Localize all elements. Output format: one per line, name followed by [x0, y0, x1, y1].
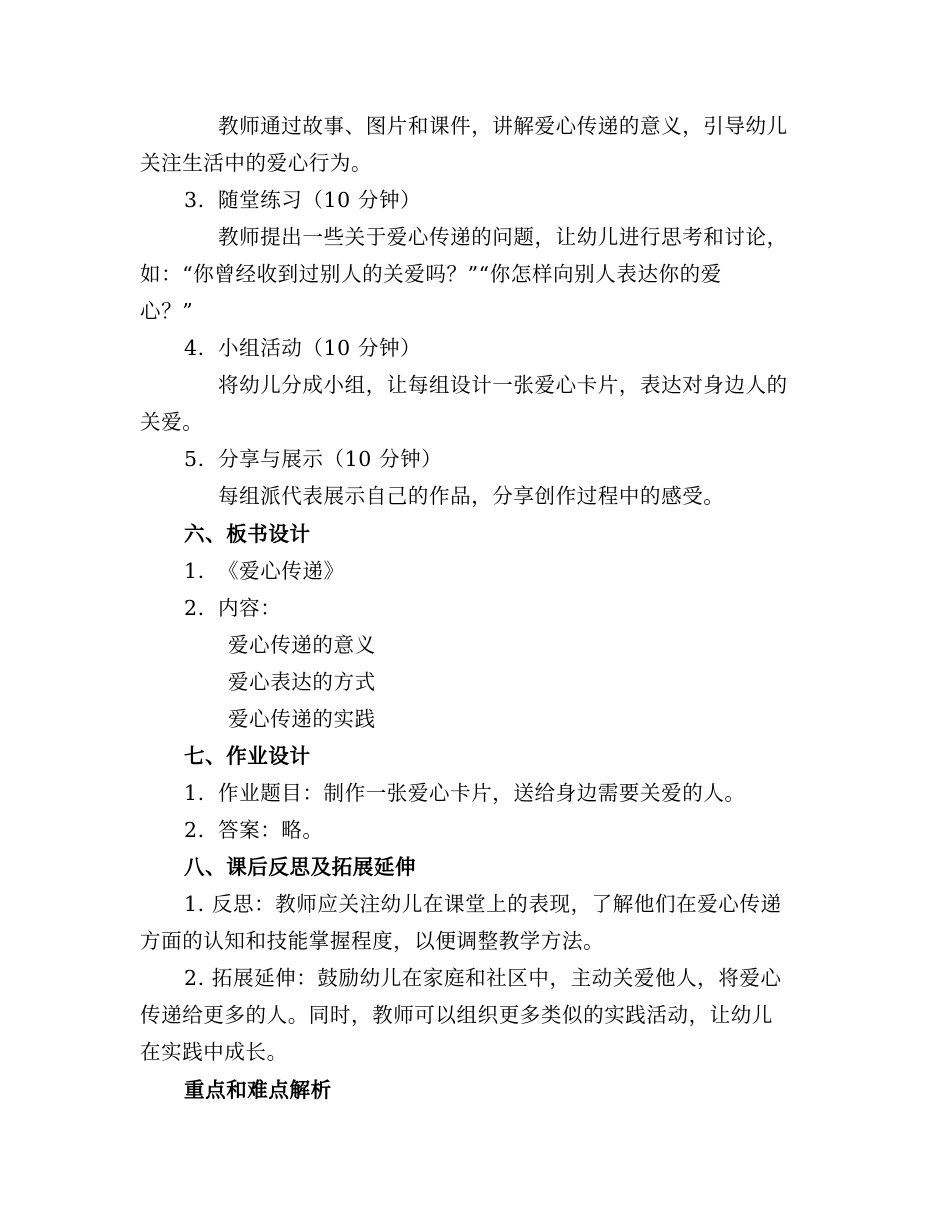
section-heading-6: 六、板书设计 [184, 522, 311, 546]
paragraph-line: 关注生活中的爱心行为。 [140, 151, 373, 175]
list-item-title: 分享与展示（10 分钟） [218, 447, 443, 471]
list-number: 2. [184, 818, 205, 842]
list-item-3 [184, 182, 810, 219]
list-number: 2. [184, 596, 205, 620]
paragraph-line: 如：“你曾经收到过别人的关爱吗？”“你怎样向别人表达你的爱 [140, 262, 722, 286]
list-item-title: 随堂练习（10 分钟） [218, 188, 422, 212]
paragraph-line: 在实践中成长。 [140, 1040, 288, 1064]
list-item-text: 内容： [218, 596, 282, 620]
paragraph-line: 将幼儿分成小组，让每组设计一张爱心卡片，表达对身边人的 [218, 373, 788, 397]
sub-item: 爱心表达的方式 [228, 670, 376, 694]
list-item-text: 《爱心传递》 [218, 559, 345, 583]
final-heading: 重点和难点解析 [184, 1078, 332, 1102]
paragraph-line: 关爱。 [140, 410, 204, 434]
list-number: 5. [184, 447, 205, 471]
paragraph-line: 教师提出一些关于爱心传递的问题，让幼儿进行思考和讨论， [218, 225, 788, 249]
section-heading-8: 八、课后反思及拓展延伸 [184, 855, 417, 879]
paragraph-line: 每组派代表展示自己的作品，分享创作过程中的感受。 [218, 484, 725, 508]
paragraph-line: 传递给更多的人。同时，教师可以组织更多类似的实践活动，让幼儿 [140, 1003, 773, 1027]
list-number: 1. [184, 559, 205, 583]
list-item [184, 812, 810, 849]
list-number: 4. [184, 336, 205, 360]
list-item [184, 590, 810, 627]
list-item-text: 作业题目：制作一张爱心卡片，送给身边需要关爱的人。 [218, 781, 746, 805]
paragraph-line: 方面的认知和技能掌握程度，以便调整教学方法。 [140, 929, 605, 953]
list-item-4 [184, 330, 810, 367]
paragraph-line: 2. 拓展延伸：鼓励幼儿在家庭和社区中，主动关爱他人，将爱心 [184, 966, 782, 990]
list-number: 3. [184, 188, 205, 212]
paragraph-line: 教师通过故事、图片和课件，讲解爱心传递的意义，引导幼儿 [218, 114, 788, 138]
list-item-5 [184, 441, 810, 478]
list-item-title: 小组活动（10 分钟） [218, 336, 422, 360]
section-heading-7: 七、作业设计 [184, 744, 311, 768]
list-number: 1. [184, 781, 205, 805]
list-item [184, 553, 810, 590]
paragraph-line: 1. 反思：教师应关注幼儿在课堂上的表现，了解他们在爱心传递 [184, 892, 782, 916]
list-item-text: 答案：略。 [218, 818, 324, 842]
paragraph-line: 心？” [140, 299, 194, 323]
list-item [184, 775, 810, 812]
sub-item: 爱心传递的实践 [228, 707, 376, 731]
sub-item: 爱心传递的意义 [228, 633, 376, 657]
